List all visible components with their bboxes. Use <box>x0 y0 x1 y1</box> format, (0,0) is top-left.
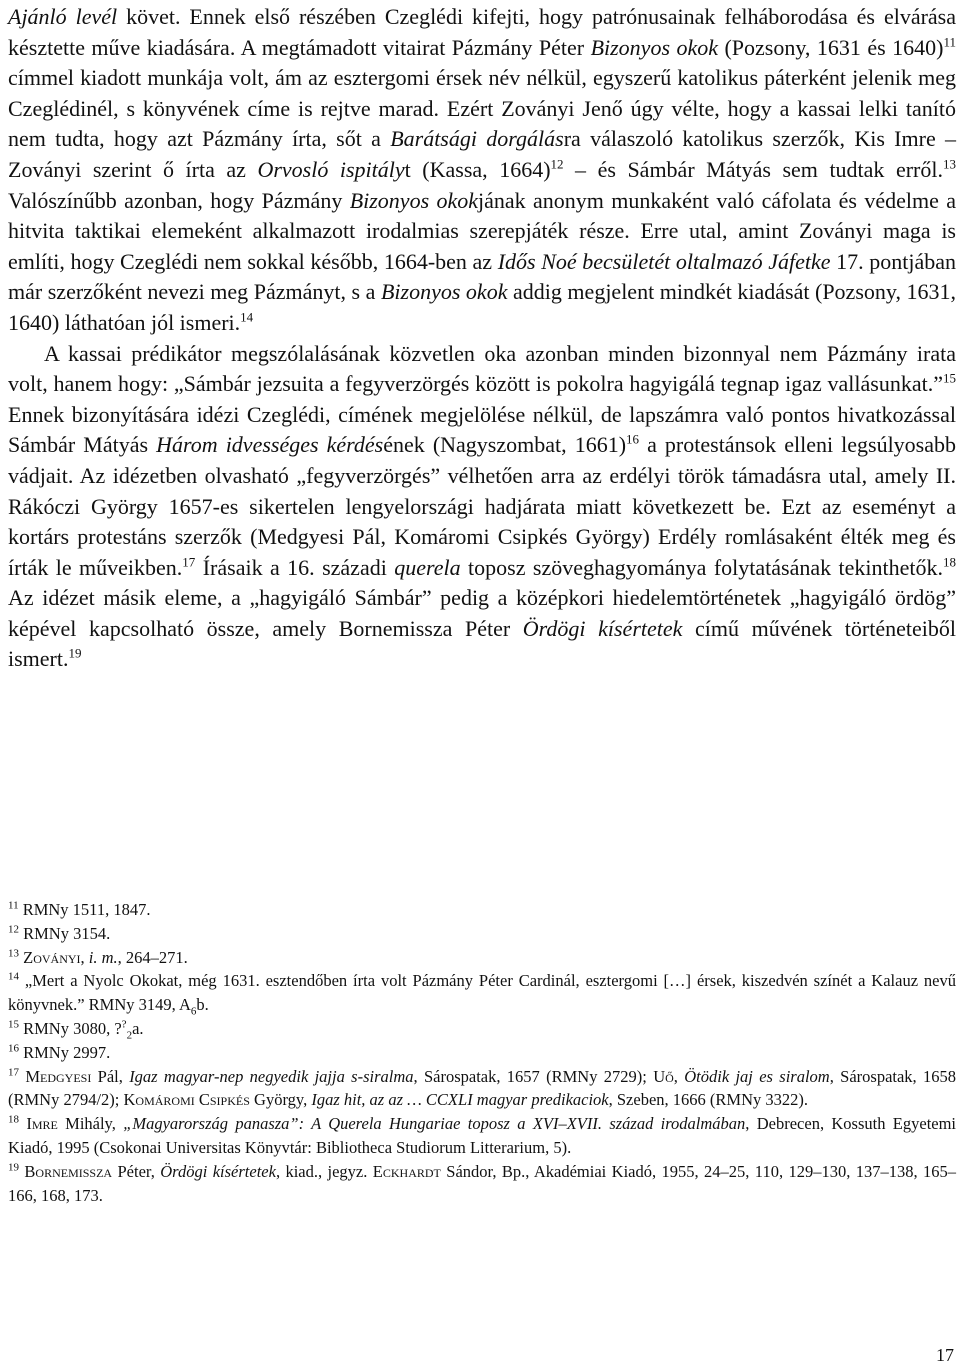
main-text <box>8 2 956 675</box>
footnote <box>8 1160 956 1208</box>
text-run: , <box>673 1066 685 1086</box>
footnotes <box>8 898 956 1207</box>
text-run: , Sárospatak, 1657 (RMNy 2729); <box>413 1066 654 1086</box>
italic-run: Ördögi kísértetek <box>160 1161 276 1181</box>
superscript: 16 <box>8 1042 19 1055</box>
text-run: Sándor, Bp., Akadémiai Kiadó, 1955, 24–25, 110, 129–130, 137–138, 165–166, 168, 173. <box>8 1161 957 1205</box>
italic-run: Barátsági dorgálás <box>390 126 564 152</box>
text-run: „Mert a Nyolc Okokat, még 1631. esztendőben írta volt Pázmány Péter Cardinál, esztergomi […] érsek, kiszedvén színét a Kalauz nevű könyvnek.” RMNy 3149, A <box>8 971 956 1015</box>
small-caps-run: Medgyesi <box>25 1066 92 1086</box>
superscript: 12 <box>8 923 19 936</box>
text-run: RMNy 2997. <box>19 1042 111 1062</box>
footnote <box>8 922 956 946</box>
text-run: , Debrecen, Kossuth Egyetemi Kiadó, 1995 (Csokonai Universitas Könyvtár: Bibliotheca Studiorum Litterarium, 5). <box>8 1114 957 1157</box>
text-run: RMNy 1511, 1847. <box>18 900 151 919</box>
italic-run: Ajánló levél <box>8 4 118 29</box>
page-number: 17 <box>936 1345 954 1365</box>
small-caps-run: Zoványi <box>23 947 81 967</box>
footnote <box>8 1112 956 1160</box>
paragraph <box>8 339 956 676</box>
text-run: addig megjelent mindkét kiadását (Pozsony, 1631, 1640) láthatóan jól ismeri. <box>8 279 957 335</box>
footnote <box>8 1041 956 1065</box>
text-run: ének (Nagyszombat, 1661) <box>383 432 627 458</box>
superscript: 11 <box>943 34 956 50</box>
superscript: 12 <box>550 156 564 172</box>
superscript: 14 <box>8 970 19 983</box>
footnote <box>8 1017 956 1041</box>
italic-run: Bizonyos okok <box>590 34 718 60</box>
small-caps-run: Eckhardt <box>372 1161 441 1181</box>
text-run: Pál, <box>91 1066 130 1086</box>
italic-run: Igaz hit, az az … CCXLI magyar predikaciok <box>311 1090 609 1110</box>
superscript: 17 <box>182 554 196 570</box>
small-caps-run: Uő <box>653 1066 674 1086</box>
italic-run: Ötödik jaj es siralom <box>684 1066 830 1086</box>
text-run: toposz szöveghagyománya folytatásának tekinthetők. <box>460 554 944 580</box>
text-run: , Szeben, 1666 (RMNy 3322). <box>608 1090 808 1110</box>
superscript: 14 <box>240 309 254 325</box>
superscript: 15 <box>8 1018 19 1031</box>
text-run: címmel kiadott munkája volt, ám az esztergomi érsek név nélkül, egyszerű katolikus páterként jelenik meg Czeglédinél, s könyvének címe is rejtve marad. Ezért Zoványi Jenő úgy vélte, hogy a kassai lelki tanító nem tudta, hogy azt Pázmány írta, sőt a <box>8 65 956 152</box>
superscript: 18 <box>8 1113 19 1126</box>
text-run: Az idézet másik eleme, a „hagyigáló Sámbár” pedig a középkori hiedelemtörténetek „hagyigáló ördög” képével kapcsolható össze, amely Bornemissza Péter <box>8 585 956 641</box>
italic-run: Három idvességes kérdés <box>156 432 384 458</box>
footnote <box>8 946 956 970</box>
text-run: – és Sámbár Mátyás sem tudtak erről. <box>563 156 943 182</box>
text-run: A kassai prédikátor megszólalásának közvetlen oka azonban minden bizonnyal nem Pázmány irata volt, hanem hogy: „Sámbár jezsuita a fegyverzörgés között is pokolra hagyigálá tegnap igaz vallásunkat.” <box>8 340 956 397</box>
superscript: 19 <box>68 646 82 662</box>
small-caps-run: Bornemissza <box>24 1161 113 1181</box>
text-run: Ennek bizonyítására idézi Czeglédi, címének megjelölése nélkül, de lapszámra való pontos hivatkozással Sámbár Mátyás <box>8 401 956 458</box>
footnote <box>8 1065 956 1113</box>
superscript: 17 <box>8 1066 19 1079</box>
italic-run: Bizonyos okok <box>349 187 479 213</box>
italic-run: querela <box>394 554 461 580</box>
text-run: Valószínűbb azonban, hogy Pázmány <box>8 187 350 213</box>
footnote <box>8 898 956 922</box>
text-run: b. <box>196 995 209 1015</box>
text-run: Péter, <box>112 1161 161 1181</box>
italic-run: Bizonyos okok <box>380 279 508 305</box>
text-run: RMNy 3154. <box>19 923 111 943</box>
text-run: , Sárospatak, 1658 (RMNy 2794/2); <box>8 1066 956 1110</box>
text-run: követ. Ennek első részében Czeglédi kifejti, hogy patrónusainak felháborodása és elvárása késztette műve kiadására. A megtámadott vitairat Pázmány Péter <box>8 4 956 60</box>
footnote <box>8 969 956 1017</box>
italic-run: i. m. <box>88 947 118 967</box>
text-run: 17. pontjában már szerzőként nevezi meg Pázmányt, s a <box>8 248 956 305</box>
superscript: ? <box>121 1018 127 1031</box>
italic-run: Idős Noé becsületét oltalmazó Jáfetke <box>497 248 831 274</box>
small-caps-run: Komáromi Csipkés <box>123 1090 250 1110</box>
text-run: RMNy 3080, ? <box>19 1018 122 1038</box>
superscript: 19 <box>8 1161 19 1174</box>
text-run: György, <box>249 1090 312 1110</box>
superscript: 13 <box>943 156 956 172</box>
text-run: című művének történeteiből ismert. <box>8 615 956 672</box>
text-run: t (Kassa, 1664) <box>404 156 551 182</box>
text-run: Mihály, <box>57 1114 124 1134</box>
italic-run: Ördögi kísértetek <box>522 615 683 641</box>
italic-run: „Magyarország panasza”: A Querela Hungariae toposz a XVI–XVII. század irodalmában <box>123 1114 746 1134</box>
text-run: a. <box>132 1018 144 1038</box>
superscript: 15 <box>943 370 956 386</box>
subscript: 2 <box>126 1029 133 1042</box>
superscript: 13 <box>8 947 19 960</box>
text-run: , 264–271. <box>117 947 188 967</box>
text-run: ra válaszoló katolikus szerzők, Kis Imre – Zoványi szerint ő írta az <box>8 126 957 182</box>
text-run: , kiad., jegyz. <box>275 1161 373 1181</box>
italic-run: Orvosló ispitály <box>257 156 405 182</box>
italic-run: Igaz magyar-nep negyedik jajja s-siralma <box>129 1066 414 1086</box>
text-run: Írásaik a 16. századi <box>195 554 395 580</box>
subscript: 6 <box>190 1005 197 1018</box>
text-run: , <box>80 947 89 967</box>
superscript: 18 <box>943 554 957 570</box>
paragraph <box>8 2 956 339</box>
text-run: jának anonym munkaként való cáfolata és védelme a hitvita taktikai elemeként alkalmazott irodalmias szerepjáték része. Erre utal, amint Zoványi maga is említi, hogy Czeglédi nem sokkal később, 1664-ben az <box>8 187 956 274</box>
superscript: 16 <box>626 431 640 447</box>
text-run: (Pozsony, 1631 és 1640) <box>718 34 944 60</box>
small-caps-run: Imre <box>26 1114 58 1134</box>
superscript: 11 <box>8 899 19 912</box>
text-run: a protestánsok elleni legsúlyosabb vádjait. Az idézetben olvasható „fegyverzörgés” vélhetően arra az erdélyi török támadásra utal, amely II. Rákóczi György 1657-es sikertelen lengyelországi hadjárata miatt következett be. Ezt az eseményt a kortárs protestáns szerzők (Medgyesi Pál, Komáromi Csipkés György) Erdély romlásaként élték meg és írták le műveikben. <box>8 432 957 580</box>
